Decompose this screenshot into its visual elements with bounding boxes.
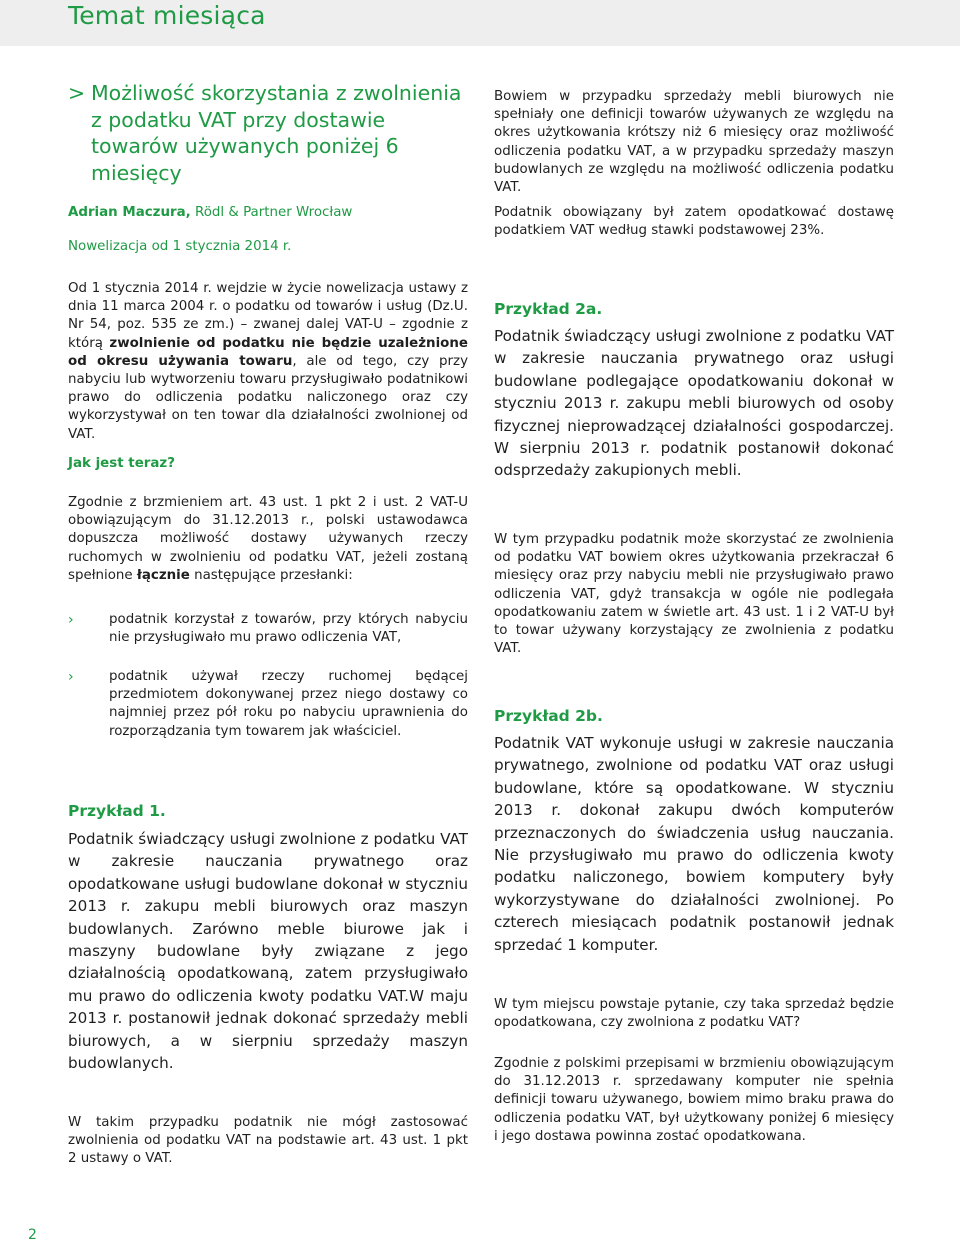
condition-text: podatnik używał rzeczy ruchomej będącej przedmiotem dokonywanej przez niego dostawy co najmniej przez pół roku po nabyciu uprawnienia do rozporządzania tym towarem jak właściciel. (109, 669, 468, 739)
article-title (68, 80, 468, 186)
example-2a-title: Przykład 2a. (494, 300, 603, 318)
intro-bold-phrase: zwolnienie od podatku nie będzie uzależnione od okresu używania towaru (68, 335, 468, 369)
current-law-paragraph (68, 494, 468, 585)
section-header-bar (0, 0, 960, 46)
example-2a-conclusion: W tym przypadku podatnik może skorzystać ze zwolnienia od podatku VAT bowiem okres użytkowania przekraczał 6 miesięcy oraz przy nabyciu mebli nie przysługiwało prawo odliczenia VAT, gdyż transakcja w ogóle nie podlegała opodatkowaniu zatem w świetle art. 43 ust. 1 i 2 VAT-U był to towar używany korzystający ze zwolnienia z podatku VAT. (494, 532, 894, 657)
question-heading: Jak jest teraz? (68, 456, 175, 471)
answer-2-paragraph: Zgodnie z polskimi przepisami w brzmieniu obowiązującym do 31.12.2013 r. sprzedawany komputer nie spełnia definicji towaru używanego, bowiem mimo braku prawa do odliczenia podatku VAT, był użytkowany poniżej 6 miesięcy i jego dostawa powinna zostać opodatkowana. (494, 1056, 894, 1144)
current-law-text-start: Zgodnie z brzmieniem art. 43 ust. 1 pkt 2 i ust. 2 VAT-U obowiązującym do 31.12.2013 r., polski ustawodawca dopuszcza możliwość dostawy używanych rzeczy ruchomych w zwolnieniu od podatku VAT, jeżeli zostaną spełnione (68, 495, 468, 583)
author-affiliation: Rödl & Partner Wrocław (195, 205, 353, 220)
author-line (68, 204, 468, 222)
right-paragraph-2: Podatnik obowiązany był zatem opodatkować dostawę podatkiem VAT według stawki podstawowej 23%. (494, 205, 894, 239)
example-2b-title: Przykład 2b. (494, 707, 603, 725)
intro-paragraph (68, 280, 468, 444)
article-subtitle: Nowelizacja od 1 stycznia 2014 r. (68, 239, 292, 254)
current-law-bold: łącznie (136, 567, 190, 583)
title-prefix: > (68, 81, 86, 105)
example-1-body: Podatnik świadczący usługi zwolnione z podatku VAT w zakresie nauczania prywatnego oraz opodatkowane usługi budowlane dokonał w styczniu 2013 r. zakupu mebli biurowych oraz maszyn budowlanych. Zarówno meble biurowe jak i maszyny budowlane były związane z jego działalnością opodatkowaną, zatem przysługiwało mu prawo do odliczenia kwoty podatku VAT.W maju 2013 r. postanowił jednak dokonać sprzedaży mebli biurowych, a w sierpniu sprzedaży maszyn budowlanych. (68, 830, 468, 1073)
bullet-chevron-icon: › (68, 612, 74, 628)
example-1-title: Przykład 1. (68, 802, 166, 820)
page-number: 2 (28, 1227, 37, 1243)
example-1-conclusion: W takim przypadku podatnik nie mógł zastosować zwolnienia od podatku VAT na podstawie art. 43 ust. 1 pkt 2 ustawy o VAT. (68, 1115, 468, 1167)
author-name: Adrian Maczura, (68, 205, 191, 220)
example-2a-body: Podatnik świadczący usługi zwolnione z podatku VAT w zakresie nauczania prywatnego oraz usługi budowlane podlegające opodatkowaniu dokonał w styczniu 2013 r. zakupu mebli biurowych od osoby fizycznej nieprowadzącej działalności gospodarczej. W sierpniu 2013 r. podatnik postanowił dokonać odsprzedaży zakupionych mebli. (494, 327, 894, 480)
question-2-paragraph: W tym miejscu powstaje pytanie, czy taka sprzedaż będzie opodatkowana, czy zwolniona z podatku VAT? (494, 997, 894, 1031)
intro-text-start: Od 1 stycznia 2014 r. wejdzie w życie nowelizacja ustawy z dnia 11 marca 2004 r. o podatku od towarów i usług (Dz.U. Nr 54, poz. 535 ze zm.) – zwanej dalej VAT-U – zgodnie z którą (68, 281, 468, 351)
intro-text-end: , ale od tego, czy przy nabyciu lub wytworzeniu towaru przysługiwało podatnikowi prawo do odliczenia podatku naliczonego oraz czy wykorzystywał on ten towar dla działalności zwolnionej od VAT. (68, 353, 468, 442)
example-2b-body: Podatnik VAT wykonuje usługi w zakresie nauczania prywatnego, zwolnione od podatku VAT oraz usługi budowlane, które są opodatkowane. W styczniu 2013 r. dokonał zakupu dwóch komputerów przeznaczonych do świadczenia usług nauczania. Nie przysługiwało mu prawo do odliczenia kwoty podatku naliczonego, bowiem komputery były wykorzystywane do działalności zwolnionej. Po czterech miesiącach podatnik postanowił jednak sprzedać 1 komputer. (494, 734, 894, 954)
title-text: Możliwość skorzystania z zwolnienia z podatku VAT przy dostawie towarów używanych poniżej 6 miesięcy (91, 81, 462, 185)
section-title: Temat miesiąca (68, 1, 266, 30)
right-paragraph-1: Bowiem w przypadku sprzedaży mebli biurowych nie spełniały one definicji towarów używanych ze względu na okres użytkowania krótszy niż 6 miesięcy oraz możliwość odliczenia podatku VAT, a w przypadku sprzedaży maszyn budowlanych ze względu na możliwość odliczenia podatku VAT. (494, 89, 894, 196)
bullet-chevron-icon: › (68, 669, 74, 685)
article-title-block (68, 80, 468, 186)
condition-text: podatnik korzystał z towarów, przy których nabyciu nie przysługiwało mu prawo odliczenia VAT, (109, 612, 468, 646)
current-law-text-end: następujące przesłanki: (189, 567, 353, 583)
